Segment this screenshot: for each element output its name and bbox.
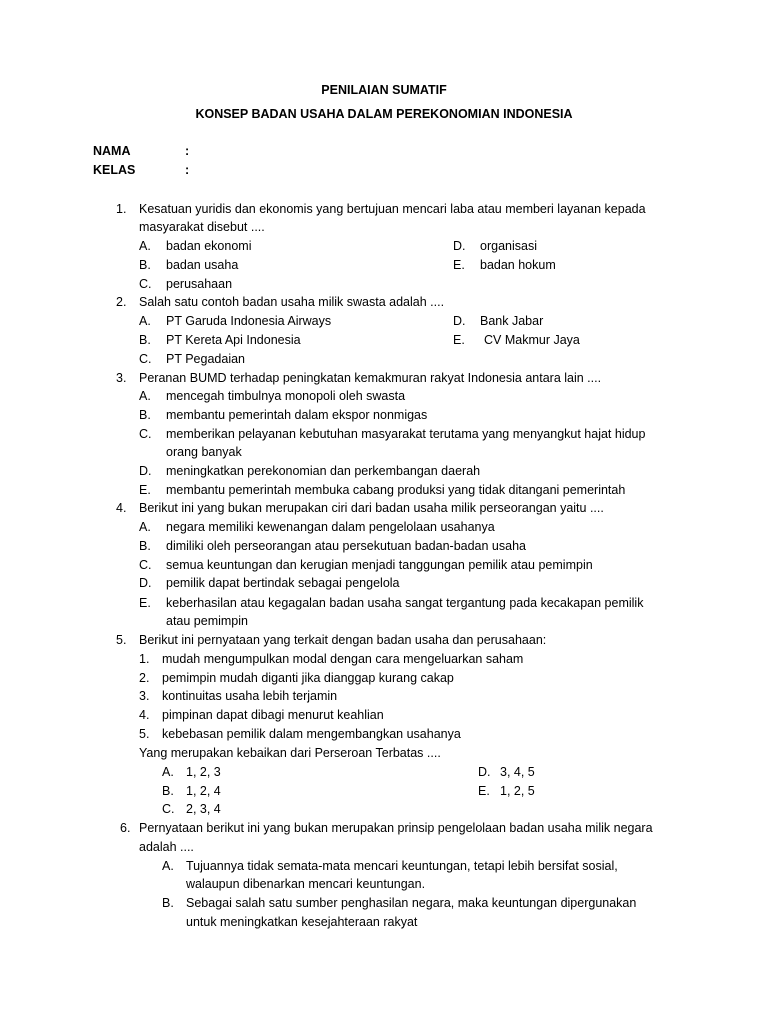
option-b: 1, 2, 4 xyxy=(186,784,221,798)
question-text-continued: adalah .... xyxy=(139,840,194,854)
option-letter: D. xyxy=(453,239,466,253)
statement-number: 1. xyxy=(139,652,150,666)
statement-number: 5. xyxy=(139,727,150,741)
question-text: Kesatuan yuridis dan ekonomis yang bertujuan mencari laba atau memberi layanan kepada xyxy=(139,202,646,216)
statement-number: 4. xyxy=(139,708,150,722)
document-title: PENILAIAN SUMATIF xyxy=(321,83,447,97)
option-d: Bank Jabar xyxy=(480,314,544,328)
class-colon: : xyxy=(185,163,190,177)
question-text: Pernyataan berikut ini yang bukan merupakan prinsip pengelolaan badan usaha milik negara xyxy=(139,821,653,835)
option-letter: E. xyxy=(478,784,490,798)
option-letter: D. xyxy=(139,464,152,478)
name-colon: : xyxy=(185,144,190,158)
option-letter: B. xyxy=(139,408,151,422)
option-a: mencegah timbulnya monopoli oleh swasta xyxy=(166,389,406,403)
option-e: membantu pemerintah membuka cabang produksi yang tidak ditangani pemerintah xyxy=(166,483,626,497)
option-letter: B. xyxy=(139,333,151,347)
statement-item: pemimpin mudah diganti jika dianggap kurang cakap xyxy=(162,671,454,685)
option-b: badan usaha xyxy=(166,258,239,272)
name-label: NAMA xyxy=(93,144,131,158)
option-b: Sebagai salah satu sumber penghasilan negara, maka keuntungan dipergunakan xyxy=(186,896,637,910)
question-text-continued: masyarakat disebut .... xyxy=(139,220,265,234)
statement-item: kebebasan pemilik dalam mengembangkan usahanya xyxy=(162,727,461,741)
option-e: badan hokum xyxy=(480,258,556,272)
question-text: Peranan BUMD terhadap peningkatan kemakmuran rakyat Indonesia antara lain .... xyxy=(139,371,602,385)
option-a: 1, 2, 3 xyxy=(186,765,221,779)
statement-number: 2. xyxy=(139,671,150,685)
question-number: 3. xyxy=(116,371,127,385)
option-letter: E. xyxy=(453,333,465,347)
option-c-continued: orang banyak xyxy=(166,445,242,459)
option-d: 3, 4, 5 xyxy=(500,765,535,779)
option-b: PT Kereta Api Indonesia xyxy=(166,333,301,347)
question-number: 6. xyxy=(120,821,131,835)
option-c: memberikan pelayanan kebutuhan masyarakat terutama yang menyangkut hajat hidup xyxy=(166,427,646,441)
question-text: Berikut ini pernyataan yang terkait dengan badan usaha dan perusahaan: xyxy=(139,633,547,647)
option-d: organisasi xyxy=(480,239,537,253)
option-letter: E. xyxy=(139,596,151,610)
question-text: Salah satu contoh badan usaha milik swasta adalah .... xyxy=(139,295,445,309)
option-letter: D. xyxy=(139,576,152,590)
option-letter: D. xyxy=(478,765,491,779)
option-letter: B. xyxy=(162,896,174,910)
option-c: perusahaan xyxy=(166,277,233,291)
option-e: keberhasilan atau kegagalan badan usaha sangat tergantung pada kecakapan pemilik xyxy=(166,596,644,610)
option-c: 2, 3, 4 xyxy=(186,802,221,816)
statement-number: 3. xyxy=(139,689,150,703)
option-letter: D. xyxy=(453,314,466,328)
statement-item: pimpinan dapat dibagi menurut keahlian xyxy=(162,708,384,722)
option-c: semua keuntungan dan kerugian menjadi tanggungan pemilik atau pemimpin xyxy=(166,558,593,572)
question-text: Berikut ini yang bukan merupakan ciri dari badan usaha milik perseorangan yaitu .... xyxy=(139,501,604,515)
option-d: meningkatkan perekonomian dan perkembangan daerah xyxy=(166,464,481,478)
option-letter: C. xyxy=(139,558,152,572)
option-a: Tujuannya tidak semata-mata mencari keuntungan, tetapi lebih bersifat sosial, xyxy=(186,859,618,873)
question-prompt: Yang merupakan kebaikan dari Perseroan Terbatas .... xyxy=(139,746,441,760)
option-letter: C. xyxy=(139,352,152,366)
option-b-continued: untuk meningkatkan kesejahteraan rakyat xyxy=(186,915,418,929)
option-letter: B. xyxy=(139,539,151,553)
option-e: 1, 2, 5 xyxy=(500,784,535,798)
question-number: 2. xyxy=(116,295,127,309)
option-b: membantu pemerintah dalam ekspor nonmigas xyxy=(166,408,428,422)
statement-item: kontinuitas usaha lebih terjamin xyxy=(162,689,338,703)
option-letter: A. xyxy=(139,314,151,328)
option-letter: C. xyxy=(139,427,152,441)
option-letter: B. xyxy=(162,784,174,798)
option-a: negara memiliki kewenangan dalam pengelolaan usahanya xyxy=(166,520,495,534)
option-a: PT Garuda Indonesia Airways xyxy=(166,314,332,328)
option-letter: A. xyxy=(162,765,174,779)
option-letter: E. xyxy=(139,483,151,497)
option-a: badan ekonomi xyxy=(166,239,252,253)
option-letter: C. xyxy=(162,802,175,816)
option-d: pemilik dapat bertindak sebagai pengelola xyxy=(166,576,400,590)
option-e-continued: atau pemimpin xyxy=(166,614,248,628)
option-letter: C. xyxy=(139,277,152,291)
option-e: CV Makmur Jaya xyxy=(484,333,580,347)
option-c: PT Pegadaian xyxy=(166,352,245,366)
statement-item: mudah mengumpulkan modal dengan cara mengeluarkan saham xyxy=(162,652,524,666)
document-subtitle: KONSEP BADAN USAHA DALAM PEREKONOMIAN INDONESIA xyxy=(195,107,573,121)
option-letter: B. xyxy=(139,258,151,272)
option-letter: A. xyxy=(139,520,151,534)
option-b: dimiliki oleh perseorangan atau persekutuan badan-badan usaha xyxy=(166,539,526,553)
option-letter: E. xyxy=(453,258,465,272)
option-letter: A. xyxy=(139,389,151,403)
question-number: 5. xyxy=(116,633,127,647)
option-a-continued: walaupun dibenarkan mencari keuntungan. xyxy=(186,877,426,891)
option-letter: A. xyxy=(139,239,151,253)
class-label: KELAS xyxy=(93,163,136,177)
option-letter: A. xyxy=(162,859,174,873)
question-number: 4. xyxy=(116,501,127,515)
question-number: 1. xyxy=(116,202,127,216)
